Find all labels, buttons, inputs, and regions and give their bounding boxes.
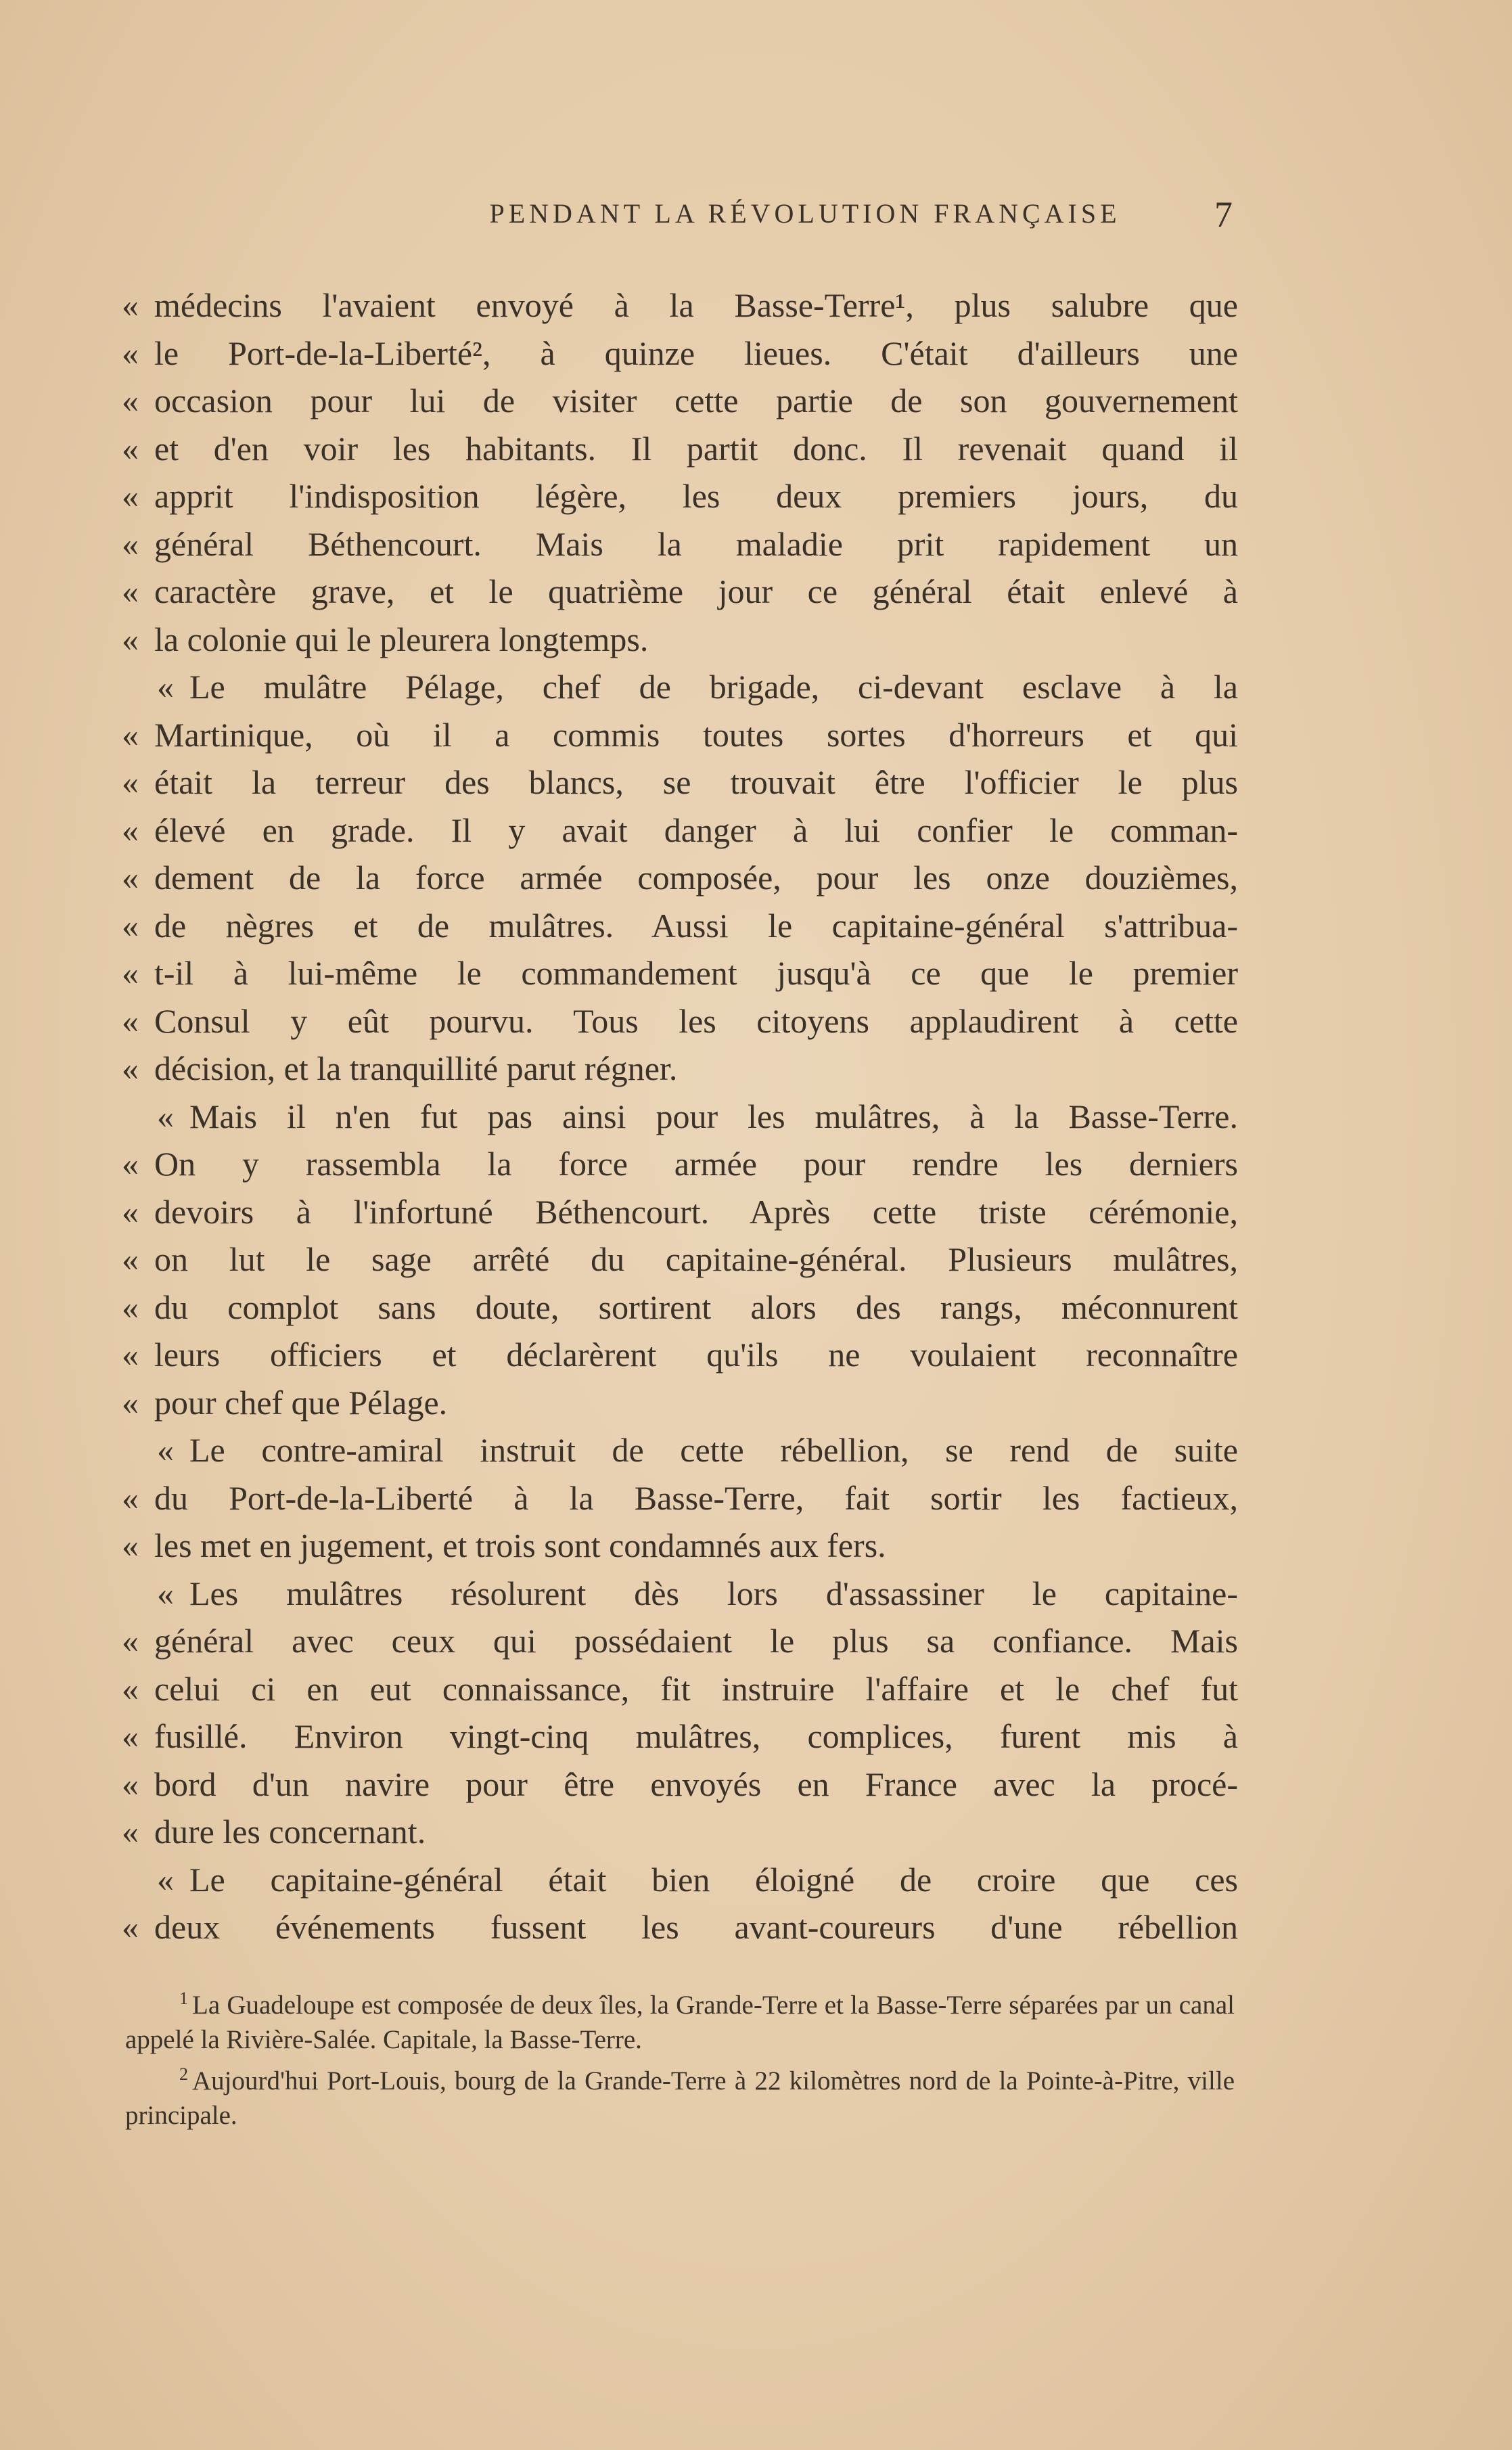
text-line: [122, 1522, 1238, 1570]
quote-mark: «: [122, 429, 139, 468]
quote-mark: «: [122, 572, 139, 610]
text-line: [122, 1665, 1238, 1713]
line-text: on lut le sage arrêté du capitaine-général. Plusieurs mulâtres,: [154, 1240, 1238, 1278]
line-text: Les mulâtres résolurent dès lors d'assassiner le capitaine-: [189, 1574, 1238, 1612]
line-text: caractère grave, et le quatrième jour ce général était enlevé à: [154, 572, 1238, 610]
quote-mark: «: [122, 859, 139, 897]
quote-mark: «: [122, 382, 139, 419]
text-line: [122, 1903, 1238, 1951]
line-text: pour chef que Pélage.: [154, 1383, 448, 1422]
quote-mark: «: [122, 1813, 139, 1851]
text-line: [122, 1761, 1238, 1809]
line-text: apprit l'indisposition légère, les deux premiers jours, du: [154, 477, 1238, 515]
line-text: fusillé. Environ vingt-cinq mulâtres, complices, furent mis à: [154, 1717, 1238, 1755]
text-line: [122, 520, 1238, 568]
text-line: [122, 1474, 1238, 1522]
quote-mark: «: [122, 1192, 139, 1231]
footnote-2: [125, 2057, 1235, 2133]
quote-mark: «: [122, 1908, 139, 1946]
line-text: devoirs à l'infortuné Béthencourt. Après cette triste cérémonie,: [154, 1192, 1238, 1231]
quote-mark: «: [157, 1574, 174, 1612]
quote-mark: «: [122, 1049, 139, 1087]
text-line: [122, 1570, 1238, 1618]
quote-mark: «: [122, 620, 139, 658]
body-text: [122, 281, 1238, 1951]
line-text: occasion pour lui de visiter cette partie de son gouvernement: [154, 382, 1238, 419]
text-line: [122, 1712, 1238, 1761]
text-line: [122, 330, 1238, 378]
text-line: [122, 1331, 1238, 1379]
quote-mark: «: [122, 1669, 139, 1708]
text-line: [122, 1426, 1238, 1474]
quote-mark: «: [122, 1336, 139, 1374]
quote-mark: «: [122, 811, 139, 849]
line-text: Martinique, où il a commis toutes sortes d'horreurs et qui: [154, 715, 1238, 754]
line-text: de nègres et de mulâtres. Aussi le capitaine-général s'attribua-: [154, 906, 1238, 945]
text-line: [122, 1235, 1238, 1284]
quote-mark: «: [122, 524, 139, 563]
running-head: PENDANT LA RÉVOLUTION FRANÇAISE: [489, 198, 1121, 229]
quote-mark: «: [122, 1240, 139, 1278]
quote-mark: «: [122, 334, 139, 372]
line-text: Le contre-amiral instruit de cette rébellion, se rend de suite: [189, 1431, 1238, 1469]
text-line: [122, 997, 1238, 1045]
text-line: [122, 377, 1238, 425]
line-text: deux événements fussent les avant-coureurs d'une rébellion: [154, 1908, 1238, 1946]
quote-mark: «: [122, 954, 139, 992]
line-text: général Béthencourt. Mais la maladie prit rapidement un: [154, 524, 1238, 563]
text-line: [122, 1856, 1238, 1904]
quote-mark: «: [122, 286, 139, 324]
line-text: On y rassembla la force armée pour rendre les derniers: [154, 1145, 1238, 1183]
line-text: et d'en voir les habitants. Il partit donc. Il revenait quand il: [154, 429, 1238, 468]
page-number: 7: [1214, 194, 1233, 235]
text-line: [122, 281, 1238, 330]
line-text: le Port-de-la-Liberté², à quinze lieues. C'était d'ailleurs une: [154, 334, 1238, 372]
line-text: t-il à lui-même le commandement jusqu'à ce que le premier: [154, 954, 1238, 992]
text-line: [122, 1808, 1238, 1856]
line-text: la colonie qui le pleurera longtemps.: [154, 620, 649, 658]
text-line: [122, 1617, 1238, 1665]
line-text: du complot sans doute, sortirent alors des rangs, méconnurent: [154, 1288, 1238, 1326]
line-text: général avec ceux qui possédaient le plus sa confiance. Mais: [154, 1622, 1238, 1660]
line-text: médecins l'avaient envoyé à la Basse-Terre¹, plus salubre que: [154, 286, 1238, 324]
line-text: Consul y eût pourvu. Tous les citoyens applaudirent à cette: [154, 1001, 1238, 1040]
line-text: les met en jugement, et trois sont condamnés aux fers.: [154, 1526, 886, 1564]
text-line: [122, 711, 1238, 759]
text-line: [122, 472, 1238, 520]
text-line: [122, 807, 1238, 855]
text-line: [122, 616, 1238, 664]
quote-mark: «: [122, 477, 139, 515]
text-line: [122, 758, 1238, 807]
text-line: [122, 1379, 1238, 1427]
footnote-mark: 1: [179, 1989, 188, 2008]
quote-mark: «: [122, 1478, 139, 1517]
footnotes: [125, 1981, 1235, 2133]
quote-mark: «: [122, 1145, 139, 1183]
line-text: celui ci en eut connaissance, fit instruire l'affaire et le chef fut: [154, 1669, 1238, 1708]
quote-mark: «: [157, 668, 174, 706]
line-text: était la terreur des blancs, se trouvait être l'officier le plus: [154, 763, 1238, 801]
quote-mark: «: [157, 1860, 174, 1899]
footnote-text: La Guadeloupe est composée de deux îles, la Grande-Terre et la Basse-Terre séparées par un canal appelé la Rivière-Salée. Capitale, la Basse-Terre.: [125, 1991, 1235, 2054]
text-line: [122, 568, 1238, 616]
quote-mark: «: [122, 1622, 139, 1660]
quote-mark: «: [122, 715, 139, 754]
footnote-mark: 2: [179, 2064, 188, 2084]
quote-mark: «: [157, 1431, 174, 1469]
text-line: [122, 1045, 1238, 1093]
text-line: [122, 663, 1238, 711]
line-text: dure les concernant.: [154, 1813, 426, 1851]
line-text: élevé en grade. Il y avait danger à lui confier le comman-: [154, 811, 1238, 849]
quote-mark: «: [122, 1383, 139, 1422]
text-line: [122, 854, 1238, 902]
text-line: [122, 902, 1238, 950]
line-text: Le mulâtre Pélage, chef de brigade, ci-devant esclave à la: [189, 668, 1238, 706]
quote-mark: «: [122, 763, 139, 801]
quote-mark: «: [157, 1097, 174, 1135]
text-line: [122, 425, 1238, 473]
quote-mark: «: [122, 1288, 139, 1326]
quote-mark: «: [122, 1765, 139, 1803]
line-text: Le capitaine-général était bien éloigné de croire que ces: [189, 1860, 1238, 1899]
quote-mark: «: [122, 1526, 139, 1564]
footnote-1: [125, 1981, 1235, 2057]
quote-mark: «: [122, 1717, 139, 1755]
line-text: leurs officiers et déclarèrent qu'ils ne voulaient reconnaître: [154, 1336, 1238, 1374]
text-line: [122, 1093, 1238, 1141]
text-line: [122, 1284, 1238, 1332]
line-text: du Port-de-la-Liberté à la Basse-Terre, fait sortir les factieux,: [154, 1478, 1238, 1517]
line-text: décision, et la tranquillité parut régner.: [154, 1049, 678, 1087]
quote-mark: «: [122, 906, 139, 945]
line-text: bord d'un navire pour être envoyés en France avec la procé-: [154, 1765, 1238, 1803]
text-line: [122, 1140, 1238, 1188]
footnote-text: Aujourd'hui Port-Louis, bourg de la Grande-Terre à 22 kilomètres nord de la Pointe-à-Pitre, ville principale.: [125, 2066, 1235, 2130]
quote-mark: «: [122, 1001, 139, 1040]
line-text: Mais il n'en fut pas ainsi pour les mulâtres, à la Basse-Terre.: [189, 1097, 1238, 1135]
text-line: [122, 1188, 1238, 1236]
text-line: [122, 949, 1238, 997]
line-text: dement de la force armée composée, pour les onze douzièmes,: [154, 859, 1238, 897]
